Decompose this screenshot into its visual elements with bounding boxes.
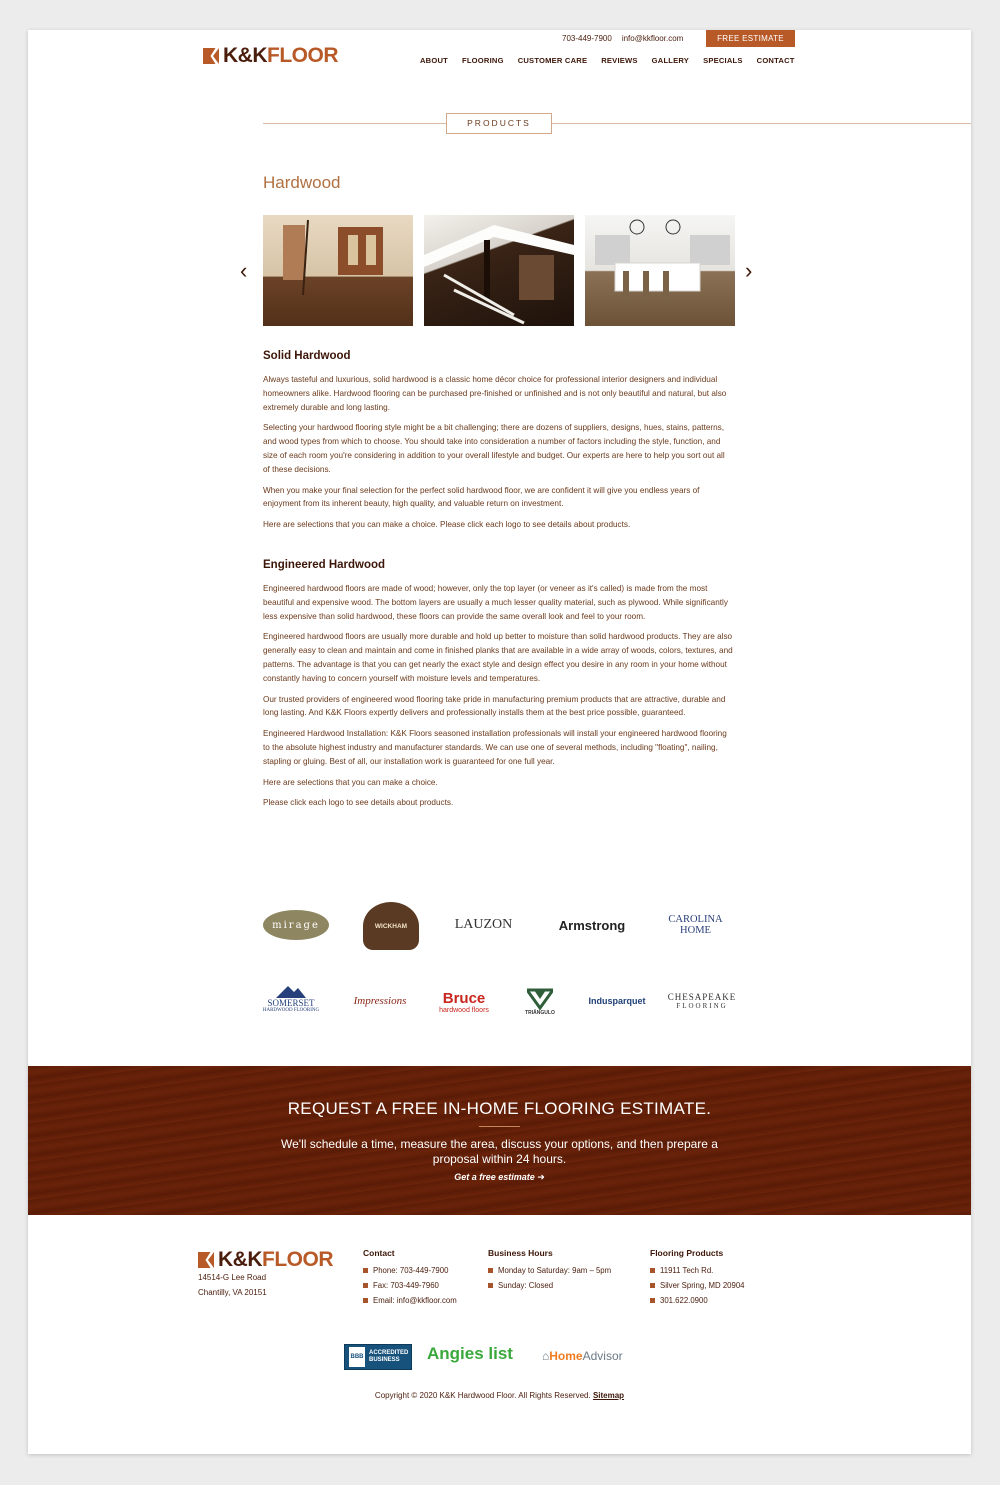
footer-hours [488, 1248, 611, 1293]
bbb-badge[interactable] [344, 1344, 412, 1370]
logo-kk: K&K [223, 44, 267, 67]
kitchen-image [585, 215, 735, 326]
get-estimate-link[interactable]: Get a free estimate ➜ [454, 1172, 545, 1182]
brand-logo-armstrong[interactable]: Armstrong [558, 917, 626, 933]
nav-reviews[interactable]: REVIEWS [601, 56, 638, 65]
engineered-paragraph: Engineered Hardwood Installation: K&K Floors seasoned installation professionals will install your engineered hardwood flooring to the absolute highest industry and manufacturer standards. We can use one of several methods, including "floating", nailing, stapling or gluing. Best of all, our installation work is guaranteed for one full year. [263, 729, 727, 766]
somerset-name: SOMERSET [267, 997, 315, 1008]
engineered-paragraph: Please click each logo to see details about products. [263, 798, 454, 808]
solid-paragraph: Selecting your hardwood flooring style might be a bit challenging; there are dozens of suppliers, designs, hues, stains, patterns, and wood types from which to choose. You should take into consideration a number of factors including the style, function, and size of each room you're considering in addition to your overall lifestyle and budget. Our experts are here to help you sort out all of these decisions. [263, 423, 725, 474]
solid-hardwood-title: Solid Hardwood [263, 350, 351, 362]
banner-subtitle: We'll schedule a time, measure the area, discuss your options, and then prepare a proposal within 24 hours. [281, 1137, 718, 1166]
footer-phone[interactable]: Phone: 703-449-7900 [363, 1263, 457, 1278]
products-label: PRODUCTS [446, 113, 552, 134]
carousel-photo-1[interactable] [263, 215, 413, 326]
solid-hardwood-text [263, 373, 733, 539]
brand-logo-lauzon[interactable]: LAUZON [454, 917, 513, 932]
engineered-hardwood-text [263, 582, 733, 817]
free-estimate-button[interactable]: FREE ESTIMATE [706, 30, 795, 47]
page-title: Hardwood [263, 173, 341, 192]
copyright-text: Copyright © 2020 K&K Hardwood Floor. All Rights Reserved. [374, 1391, 591, 1400]
nav-about[interactable]: ABOUT [420, 56, 448, 65]
products-phone[interactable]: 301.622.0900 [650, 1293, 745, 1308]
footer-contact-title: Contact [363, 1248, 395, 1258]
triangulo-name: TRIÂNGULO [525, 1010, 555, 1016]
homeadvisor-badge[interactable] [542, 1349, 623, 1363]
homeadvisor-house-icon: ⌂ [542, 1349, 550, 1363]
header-email-link[interactable]: info@kkfloor.com [621, 34, 684, 43]
logo-mark-icon [203, 48, 219, 64]
brand-logo-carolina-home[interactable]: CAROLINA HOME [668, 914, 723, 936]
banner-title: REQUEST A FREE IN-HOME FLOORING ESTIMATE. [287, 1099, 712, 1118]
address-line-2: Chantilly, VA 20151 [198, 1288, 267, 1297]
nav-customer-care[interactable]: CUSTOMER CARE [517, 56, 588, 65]
estimate-banner [28, 1066, 971, 1215]
products-city: Silver Spring, MD 20904 [650, 1278, 745, 1293]
solid-paragraph: Here are selections that you can make a choice. Please click each logo to see details about products. [263, 520, 631, 530]
page [28, 30, 971, 1454]
nav-specials[interactable]: SPECIALS [703, 56, 743, 65]
carousel-next-icon[interactable]: › [745, 258, 753, 283]
bruce-name: Bruce [442, 990, 486, 1007]
logo-floor: FLOOR [267, 44, 338, 67]
brand-logo-indusparquet[interactable]: Indusparquet [588, 996, 646, 1006]
hours-sunday: Sunday: Closed [488, 1278, 611, 1293]
bruce-sub: hardwood floors [439, 1007, 489, 1014]
carousel-photo-2[interactable] [424, 215, 574, 326]
footer-email[interactable]: Email: info@kkfloor.com [363, 1293, 457, 1308]
staircase-image [424, 215, 574, 326]
footer-products-title: Flooring Products [650, 1248, 724, 1258]
homeadvisor-advisor: Advisor [582, 1349, 623, 1363]
products-divider [263, 123, 971, 124]
footer-logo-mark-icon [198, 1252, 214, 1268]
header-phone-link[interactable]: 703-449-7900 [562, 34, 612, 43]
engineered-paragraph: Engineered hardwood floors are made of wood; however, only the top layer (or veneer as it's called) is made from the most beautiful and expensive wood. The bottom layers are usually a much lesser quality material, such as plywood. While significantly less expensive than solid hardwood, these floors can provide the same overall look and feel to your room. [263, 584, 728, 621]
chesapeake-name: CHESAPEAKE [667, 992, 737, 1002]
somerset-sub: HARDWOOD FLOORING [262, 1007, 320, 1013]
products-street: 11911 Tech Rd. [650, 1263, 745, 1278]
banner-rule [479, 1126, 520, 1127]
footer-hours-title: Business Hours [488, 1248, 553, 1258]
bbb-seal-icon: BBB [349, 1347, 365, 1367]
footer-logo[interactable] [198, 1248, 333, 1272]
angies-list-badge[interactable]: Angies list [427, 1344, 513, 1363]
footer-contact [363, 1248, 457, 1308]
solid-paragraph: Always tasteful and luxurious, solid hardwood is a classic home décor choice for professional interior designers and individual homeowners alike. Hardwood flooring can be purchased pre-finished or unfinished and is not only beautiful and natural, but also extremely durable and long lasting. [263, 375, 727, 412]
brand-logo-bruce[interactable] [435, 987, 493, 1017]
entry-hall-image [263, 215, 413, 326]
footer-logo-kk: K&K [218, 1248, 262, 1271]
nav-flooring[interactable]: FLOORING [462, 56, 504, 65]
nav-gallery[interactable]: GALLERY [651, 56, 690, 65]
engineered-hardwood-title: Engineered Hardwood [263, 559, 386, 571]
copyright [28, 1391, 971, 1400]
address-line-1: 14514-G Lee Road [198, 1273, 267, 1282]
brand-logo-somerset[interactable] [261, 980, 321, 1016]
somerset-mountain-icon [276, 984, 306, 998]
nav-contact[interactable]: CONTACT [756, 56, 795, 65]
bbb-text: ACCREDITED BUSINESS [369, 1350, 409, 1363]
carousel-photo-3[interactable] [585, 215, 735, 326]
engineered-paragraph: Engineered hardwood floors are usually more durable and hold up better to moisture than solid hardwood products. They are also generally easy to clean and maintain and come in finished planks that are available in a wide array of woods, colors, textures, and patterns. The advantage is that you can get nearly the exact style and design effect you desire in any room in your home without constantly having to concern yourself with moisture levels and temperatures. [263, 632, 733, 683]
footer-fax: Fax: 703-449-7960 [363, 1278, 457, 1293]
brand-logo-wickham[interactable]: WICKHAM [363, 902, 419, 950]
footer-logo-floor: FLOOR [262, 1248, 333, 1271]
hours-weekday: Monday to Saturday: 9am – 5pm [488, 1263, 611, 1278]
homeadvisor-home: Home [549, 1349, 583, 1363]
top-contact [562, 34, 693, 43]
chesapeake-sub: FLOORING [676, 1002, 728, 1010]
brand-logo-chesapeake[interactable] [666, 986, 738, 1016]
footer-address [198, 1270, 267, 1300]
brand-logo-mirage[interactable]: mirage [263, 910, 329, 940]
sitemap-link[interactable]: Sitemap [592, 1391, 625, 1400]
brand-logo-impressions[interactable]: Impressions [353, 995, 407, 1007]
site-logo[interactable] [203, 44, 338, 68]
engineered-paragraph: Here are selections that you can make a choice. [263, 777, 438, 787]
triangulo-mark-icon [527, 988, 553, 1010]
solid-paragraph: When you make your final selection for the perfect solid hardwood floor, we are confident it will give you endless years of enjoyment from its inherent beauty, high quality, and valuable return on investment. [263, 485, 700, 509]
carousel-prev-icon[interactable]: ‹ [240, 258, 248, 283]
footer-flooring-products [650, 1248, 745, 1308]
brand-logo-triangulo[interactable] [519, 982, 561, 1022]
main-nav [420, 56, 795, 65]
engineered-paragraph: Our trusted providers of engineered wood flooring take pride in manufacturing premium products that are attractive, durable and long lasting. And K&K Floors expertly delivers and professionally installs them at the best price possible, guaranteed. [263, 694, 726, 718]
